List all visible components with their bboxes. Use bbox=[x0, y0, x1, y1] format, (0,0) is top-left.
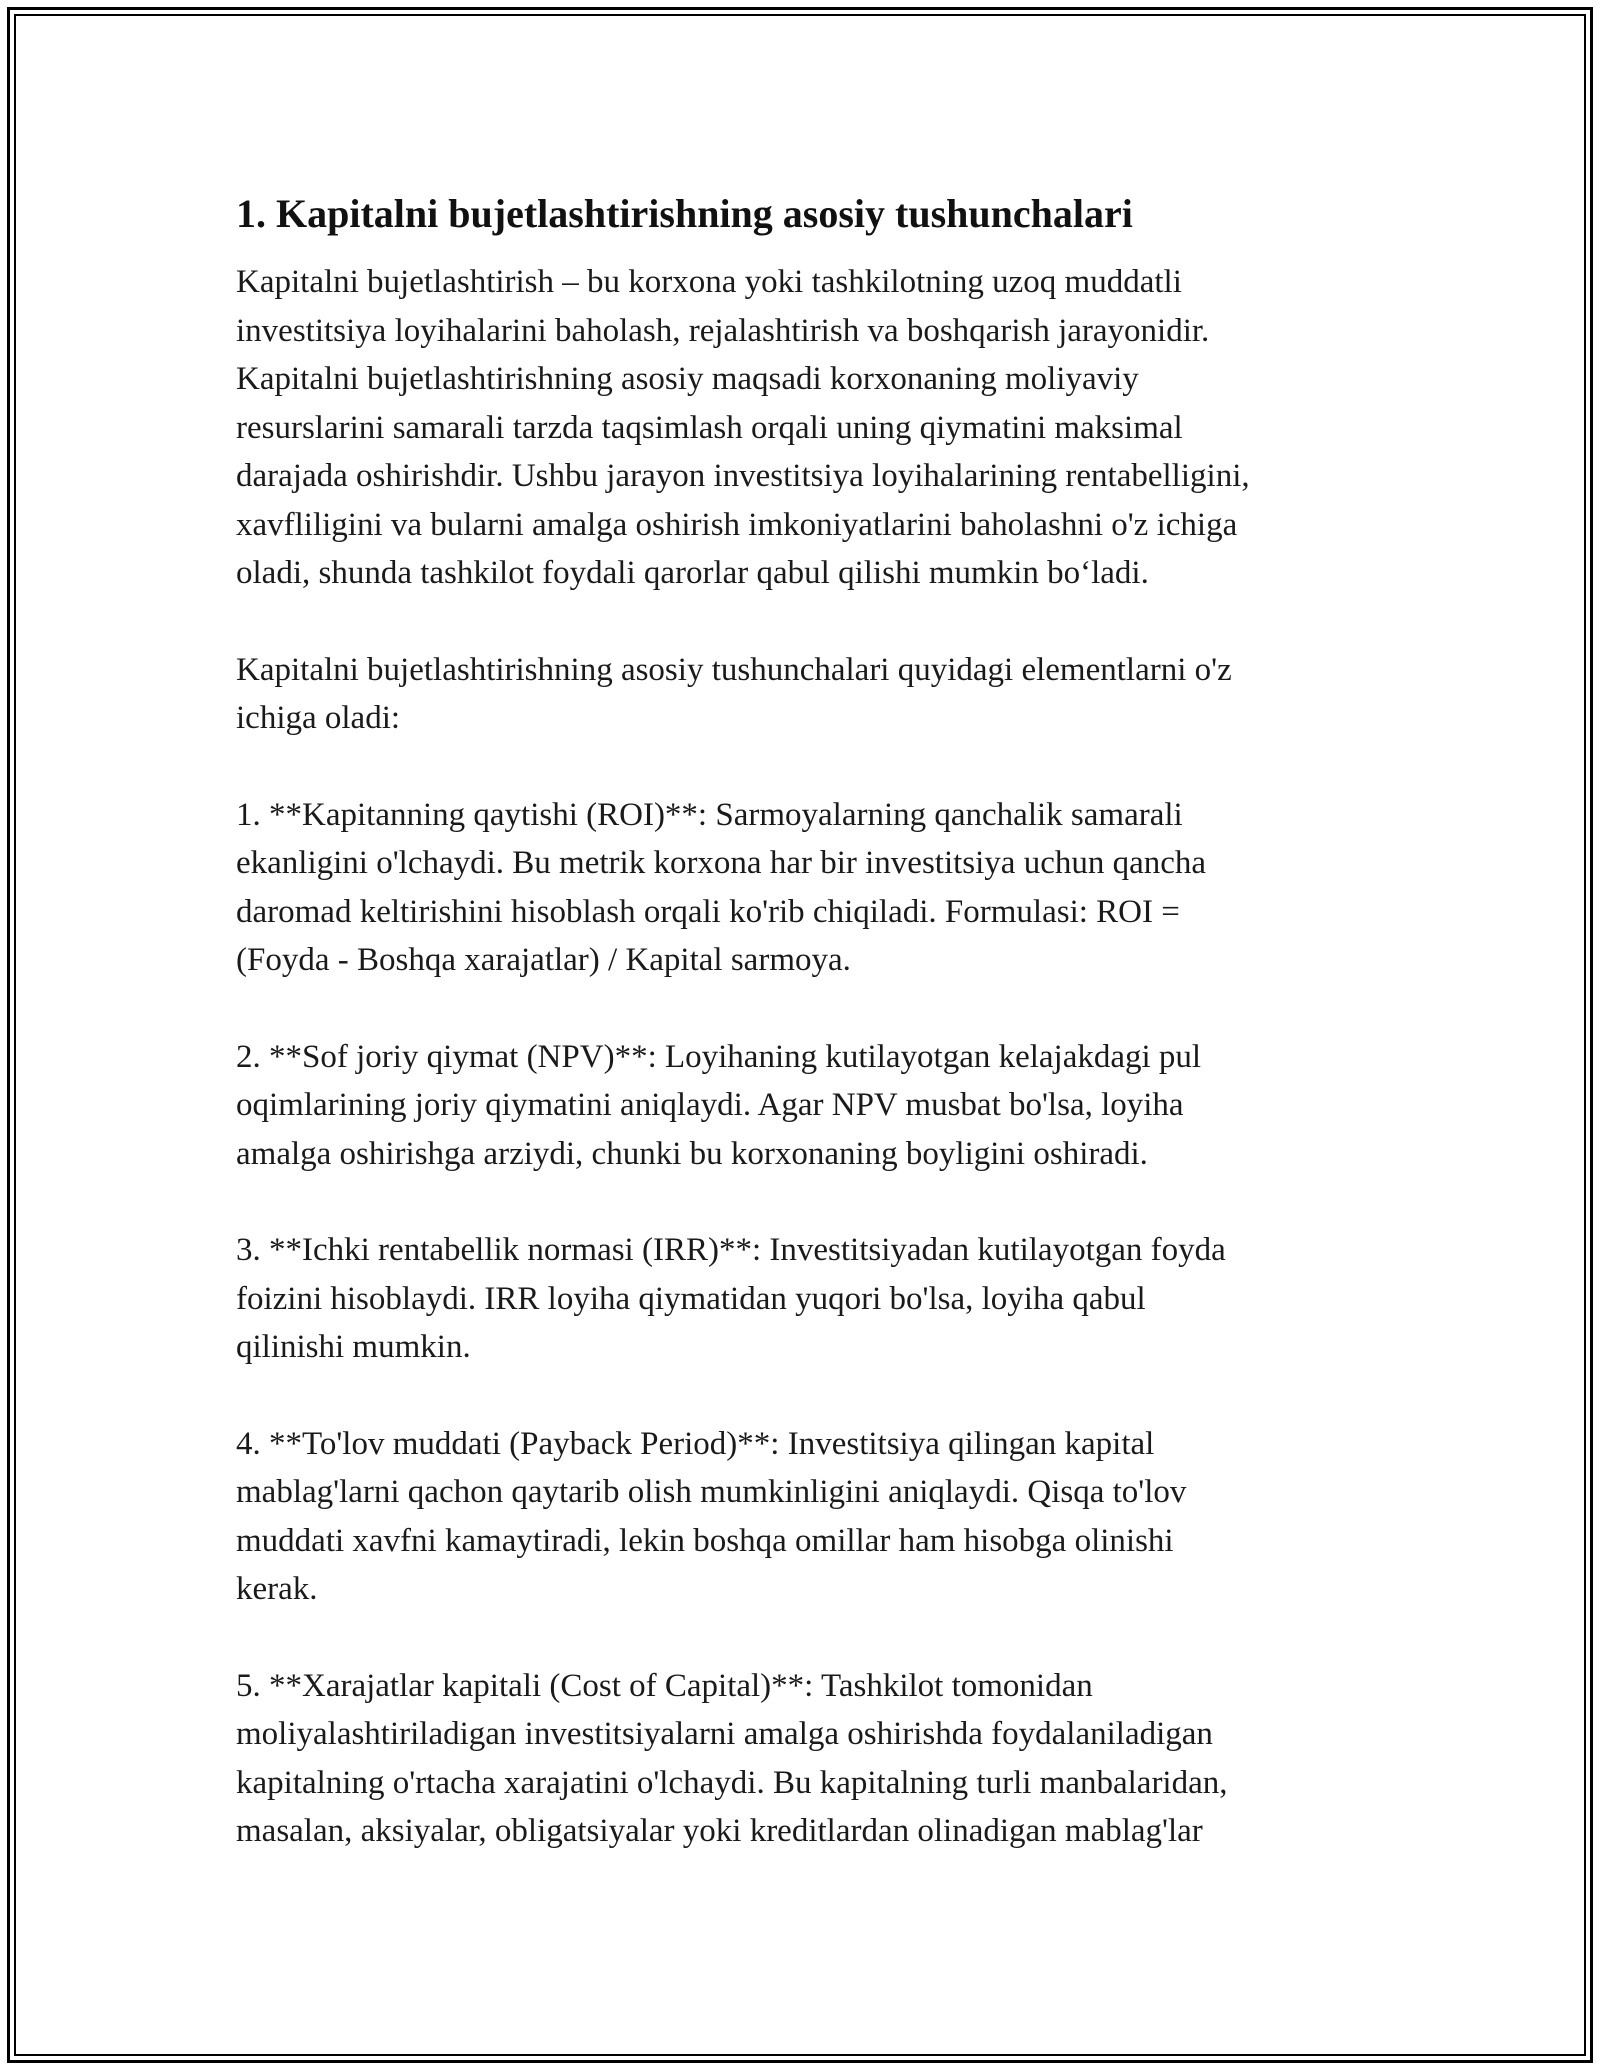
concepts-lead-paragraph: Kapitalni bujetlashtirishning asosiy tushunchalari quyidagi elementlarni o'z ichiga oladi: bbox=[236, 651, 1232, 736]
list-item-payback-period: 4. **To'lov muddati (Payback Period)**: Investitsiya qilingan kapital mablag'larni qachon qaytarib olish mumkinligini aniqlaydi. Qisqa to'lov muddati xavfni kamaytiradi, lekin boshqa omillar ham hisobga olinishi kerak. bbox=[236, 1425, 1187, 1607]
list-item-irr: 3. **Ichki rentabellik normasi (IRR)**: Investitsiyadan kutilayotgan foyda foizini hisoblaydi. IRR loyiha qiymatidan yuqori bo'lsa, loyiha qabul qilinishi mumkin. bbox=[236, 1232, 1226, 1365]
document-body bbox=[236, 186, 1386, 1904]
intro-paragraph: Kapitalni bujetlashtirish – bu korxona yoki tashkilotning uzoq muddatli investitsiya loyihalarini baholash, rejalashtirish va boshqarish jarayonidir. Kapitalni bujetlashtirishning asosiy maqsadi korxonaning moliyaviy resurslarini samarali tarzda taqsimlash orqali uning qiymatini maksimal darajada oshirishdir. Ushbu jarayon investitsiya loyihalarining rentabelligini, xavfliligini va bularni amalga oshirish imkoniyatlarini baholashni o'z ichiga oladi, shunda tashkilot foydali qarorlar qabul qilishi mumkin bo‘ladi. bbox=[236, 264, 1250, 591]
list-item-cost-of-capital: 5. **Xarajatlar kapitali (Cost of Capital)**: Tashkilot tomonidan moliyalashtiriladigan investitsiyalarni amalga oshirishda foydalaniladigan kapitalning o'rtacha xarajatini o'lchaydi. Bu kapitalning turli manbalaridan, masalan, aksiyalar, obligatsiyalar yoki kreditlardan olinadigan mablag'lar bbox=[236, 1667, 1228, 1849]
section-heading: 1. Kapitalni bujetlashtirishning asosiy tushunchalari bbox=[236, 191, 1133, 236]
list-item-roi: 1. **Kapitanning qaytishi (ROI)**: Sarmoyalarning qanchalik samarali ekanligini o'lchaydi. Bu metrik korxona har bir investitsiya uchun qancha daromad keltirishini hisoblash orqali ko'rib chiqiladi. Formulasi: ROI = (Foyda - Boshqa xarajatlar) / Kapital sarmoya. bbox=[236, 796, 1207, 978]
list-item-npv: 2. **Sof joriy qiymat (NPV)**: Loyihaning kutilayotgan kelajakdagi pul oqimlarining joriy qiymatini aniqlaydi. Agar NPV musbat bo'lsa, loyiha amalga oshirishga arziydi, chunki bu korxonaning boyligini oshiradi. bbox=[236, 1038, 1202, 1172]
